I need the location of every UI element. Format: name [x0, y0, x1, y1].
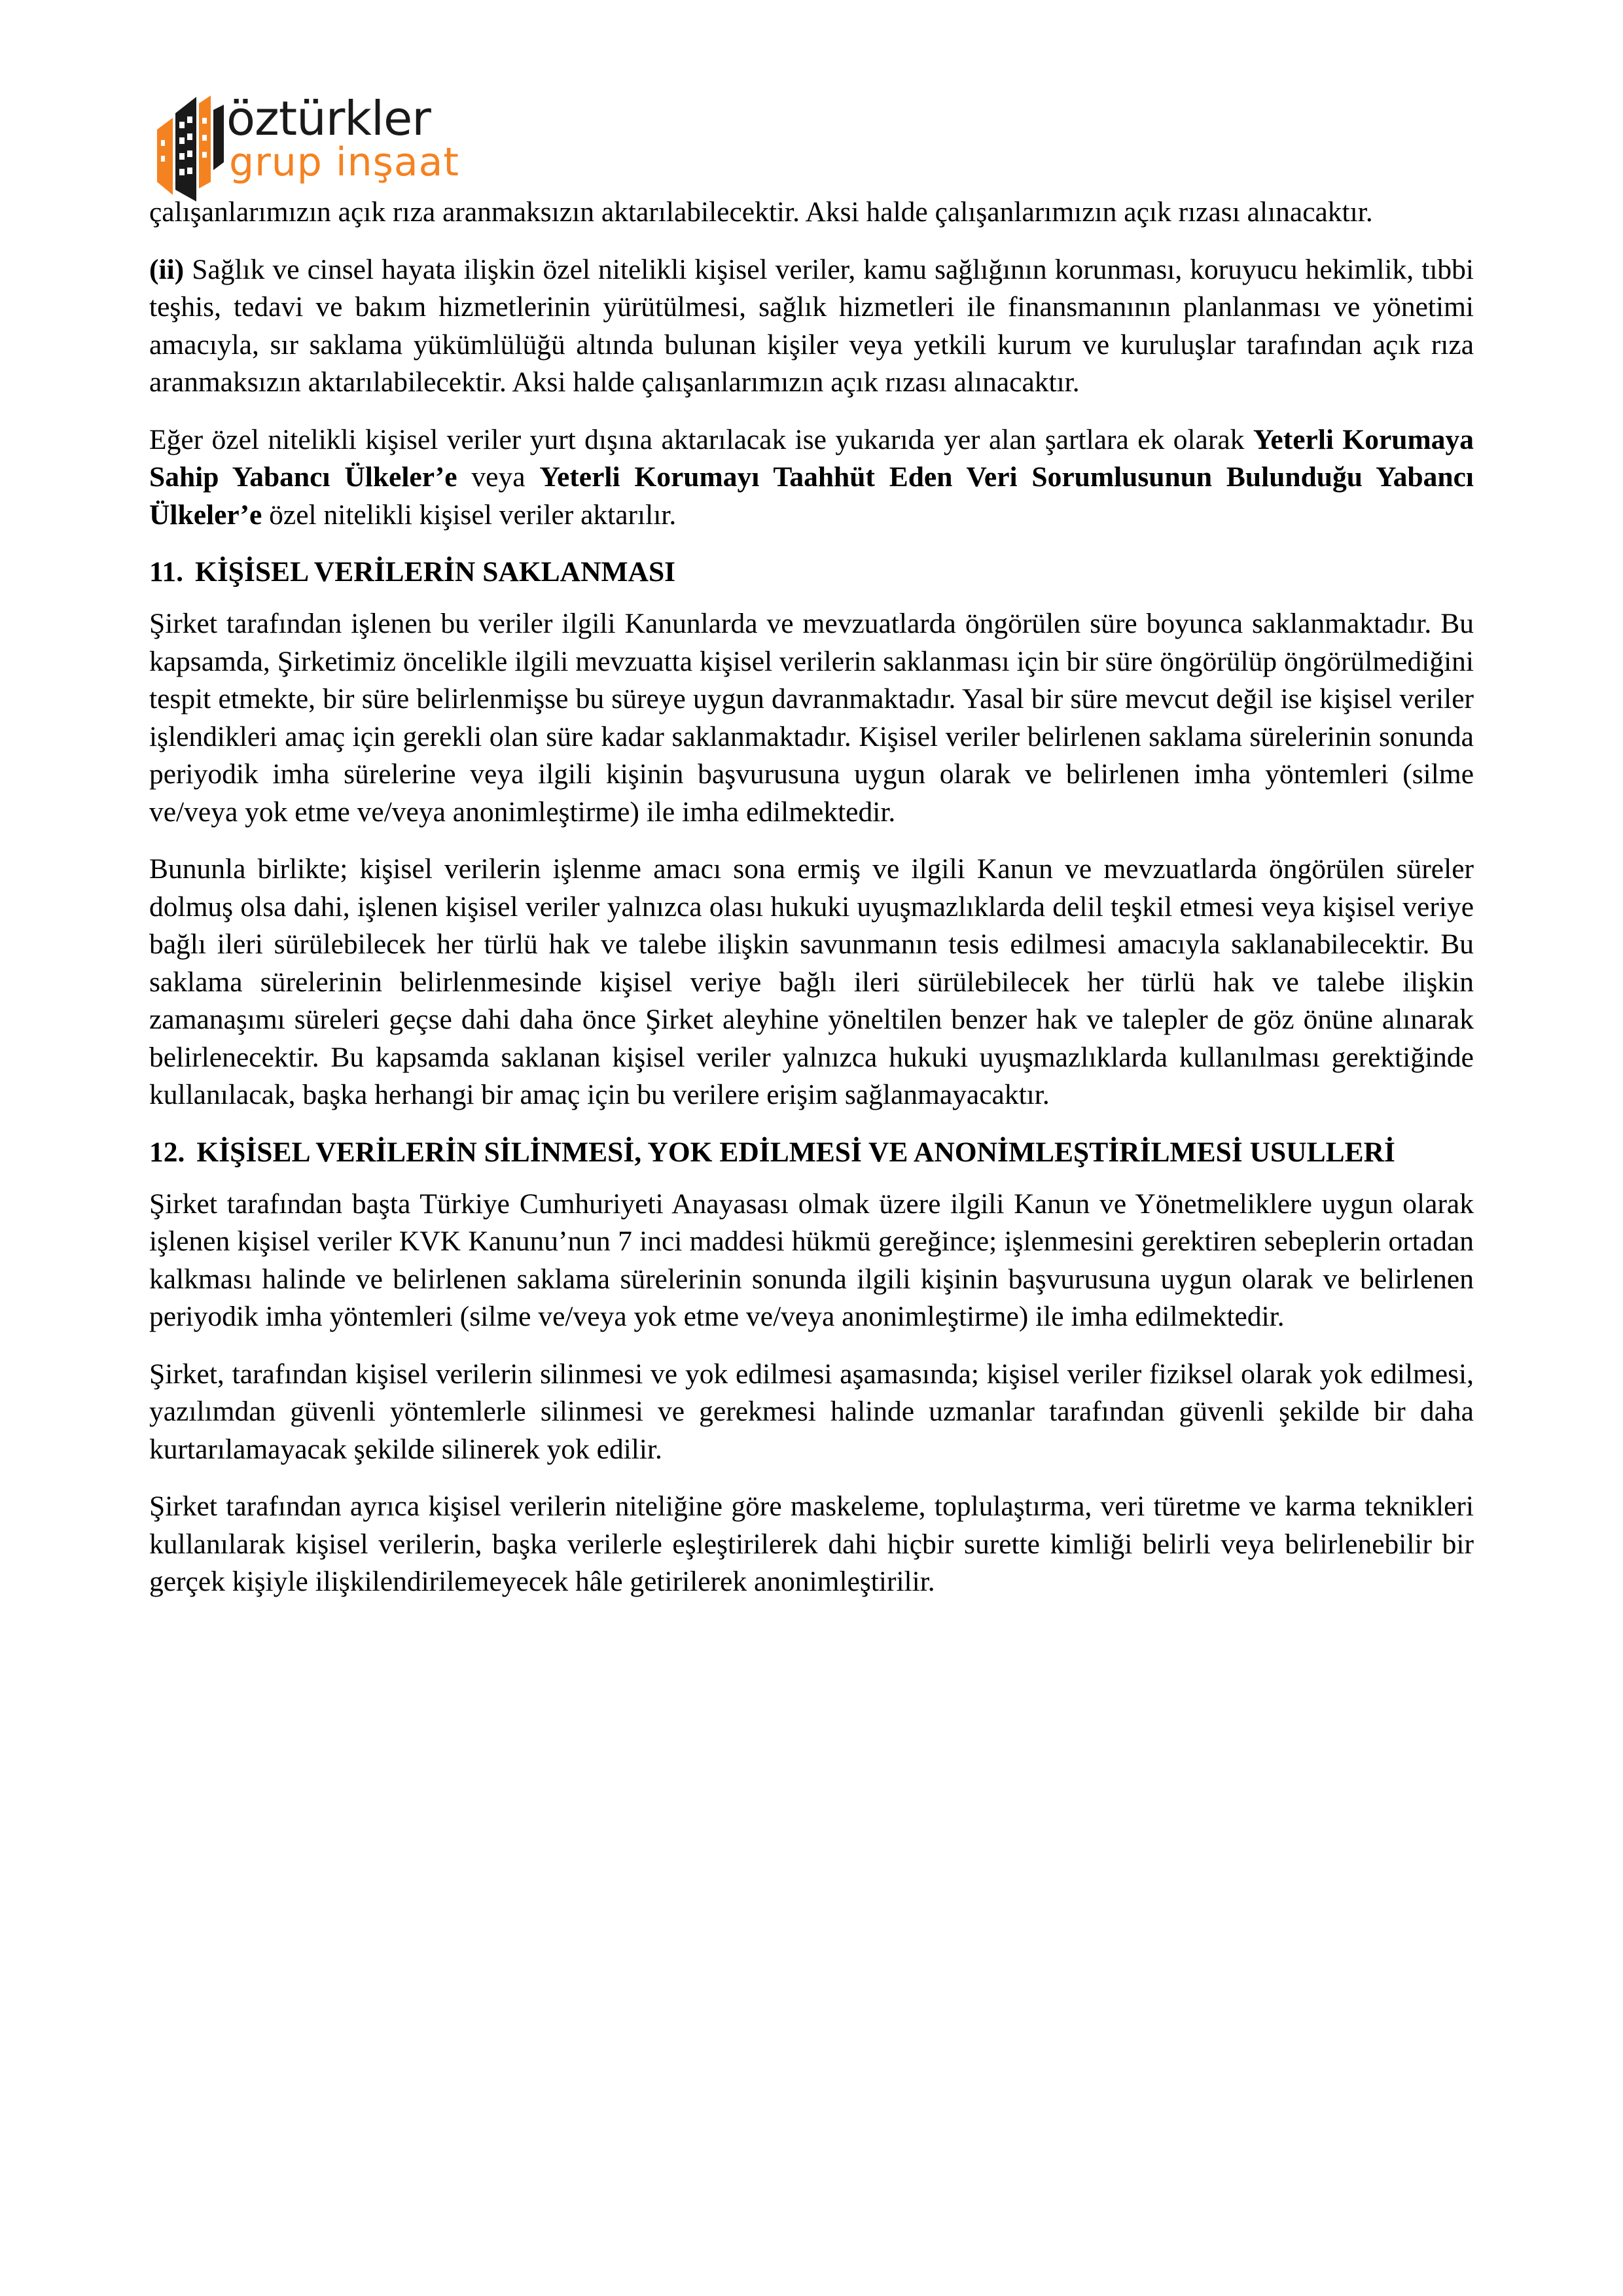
logo-name: öztürkler	[226, 91, 431, 146]
section-12-heading	[149, 1134, 1474, 1171]
section-12-title: KİŞİSEL VERİLERİN SİLİNMESİ, YOK EDİLMESİ VE ANONİMLEŞTİRİLMESİ USULLERİ	[196, 1136, 1395, 1168]
paragraph-1: çalışanlarımızın açık rıza aranmaksızın aktarılabilecektir. Aksi halde çalışanlarımızın açık rızası alınacaktır.	[149, 196, 1373, 228]
paragraph-2-text: Sağlık ve cinsel hayata ilişkin özel nitelikli kişisel veriler, kamu sağlığının korunması, koruyucu hekimlik, tıbbi teşhis, tedavi ve bakım hizmetlerinin yürütülmesi, sağlık hizmetleri ile finansmanının planlanması ve yönetimi amacıyla, sır saklama yükümlülüğü altında bulunan kişiler veya yetkili kurum ve kuruluşlar tarafından açık rıza aranmaksızın aktarılabilecektir. Aksi halde çalışanlarımızın açık rızası alınacaktır.	[149, 253, 1474, 398]
paragraph-3	[149, 421, 1474, 535]
section-12-number: 12.	[149, 1136, 185, 1168]
section-11-number: 11.	[149, 556, 183, 588]
paragraph-8: Şirket tarafından ayrıca kişisel verilerin niteliğine göre maskeleme, toplulaştırma, veri türetme ve karma teknikleri kullanılarak kişisel verilerin, başka verilerle eşleştirilerek dahi hiçbir surette kimliği belirli veya belirlenebilir bir gerçek kişiyle ilişkilendirilemeyecek hâle getirilerek anonimleştirilir.	[149, 1491, 1474, 1597]
paragraph-3-bold-b: Yeterli Korumaya Sahip Yabancı Ülkeler’e	[149, 423, 1474, 493]
paragraph-2	[149, 251, 1474, 402]
logo-subtitle: grup inşaat	[229, 139, 459, 185]
paragraph-3-text-a: Eğer özel nitelikli kişisel veriler yurt dışına aktarılacak ise yukarıda yer alan şartlara ek olarak	[149, 423, 1253, 455]
paragraph-6: Şirket tarafından başta Türkiye Cumhuriyeti Anayasası olmak üzere ilgili Kanun ve Yönetmeliklere uygun olarak işlenen kişisel veriler KVK Kanunu’nun 7 inci maddesi hükmü gereğince; işlenmesini gerektiren sebeplerin ortadan kalkması halinde ve belirlenen saklama sürelerinin sonunda ilgili kişinin başvurusuna uygun olarak ve belirlenen periyodik imha yöntemleri (silme ve/veya yok etme ve/veya anonimleştirme) ile imha edilmektedir.	[149, 1188, 1474, 1332]
company-logo-graphic	[156, 84, 522, 202]
section-11-heading	[149, 554, 1474, 591]
document-body	[149, 194, 1474, 1601]
company-logo	[156, 84, 522, 202]
paragraph-3-text-e: özel nitelikli kişisel veriler aktarılır.	[262, 499, 677, 531]
paragraph-3-text-c: veya	[457, 461, 540, 493]
paragraph-3-bold-d: Yeterli Korumayı Taahhüt Eden Veri Sorumlusunun Bulunduğu Yabancı Ülkeler’e	[149, 461, 1474, 531]
paragraph-4: Şirket tarafından işlenen bu veriler ilgili Kanunlarda ve mevzuatlarda öngörülen süre boyunca saklanmaktadır. Bu kapsamda, Şirketimiz öncelikle ilgili mevzuatta kişisel verilerin saklanması için bir süre öngörülüp öngörülmediğini tespit etmekte, bir süre belirlenmişse bu süreye uygun davranmaktadır. Yasal bir süre mevcut değil ise kişisel veriler işlendikleri amaç için gerekli olan süre kadar saklanmaktadır. Kişisel veriler belirlenen saklama sürelerinin sonunda periyodik imha sürelerine veya ilgili kişinin başvurusuna uygun olarak ve belirlenen imha yöntemleri (silme ve/veya yok etme ve/veya anonimleştirme) ile imha edilmektedir.	[149, 608, 1474, 828]
building-icon	[157, 96, 224, 202]
paragraph-7: Şirket, tarafından kişisel verilerin silinmesi ve yok edilmesi aşamasında; kişisel veriler fiziksel olarak yok edilmesi, yazılımdan güvenli yöntemlerle silinmesi ve gerekmesi halinde uzmanlar tarafından güvenli şekilde bir daha kurtarılamayacak şekilde silinerek yok edilir.	[149, 1358, 1474, 1465]
paragraph-2-label: (ii)	[149, 253, 185, 285]
paragraph-5: Bununla birlikte; kişisel verilerin işlenme amacı sona ermiş ve ilgili Kanun ve mevzuatlarda öngörülen süreler dolmuş olsa dahi, işlenen kişisel veriler yalnızca olası hukuki uyuşmazlıklarda delil teşkil etmesi veya kişisel veriye bağlı ileri sürülebilecek her türlü hak ve talebe ilişkin savunmanın tesis edilmesi amacıyla saklanabilecektir. Bu saklama sürelerinin belirlenmesinde kişisel veriye bağlı ileri sürülebilecek her türlü hak ve talebe ilişkin zamanaşımı süreleri geçse dahi daha önce Şirket aleyhine yöneltilen benzer hak ve talepler de göz önüne alınarak belirlenecektir. Bu kapsamda saklanan kişisel veriler yalnızca hukuki uyuşmazlıklarda kullanılması gerektiğinde kullanılacak, başka herhangi bir amaç için bu verilere erişim sağlanmayacaktır.	[149, 853, 1474, 1110]
section-11-title: KİŞİSEL VERİLERİN SAKLANMASI	[194, 556, 676, 588]
